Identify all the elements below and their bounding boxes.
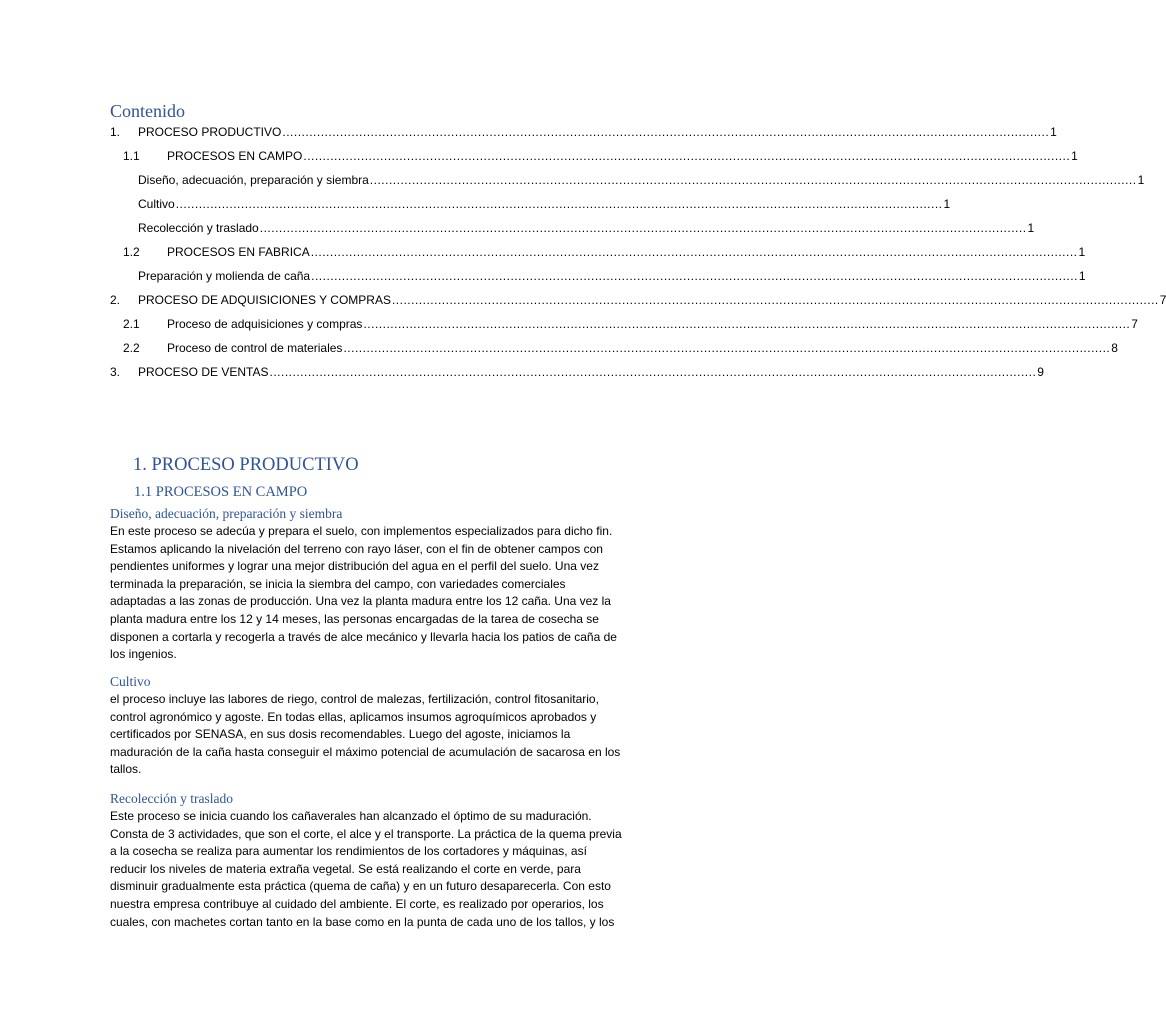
text-line: nuestra empresa contribuye al cuidado del ambiente. El corte, es realizado por operarios, los (110, 896, 604, 911)
toc-entry-label: Cultivo (138, 197, 175, 211)
toc-entry[interactable] (110, 171, 1145, 195)
toc-entry-number: 2.1 (123, 317, 140, 331)
toc-page-number: 1 (1071, 149, 1078, 163)
text-line: disponen a cortarla y recogerla a través de alce mecánico y llevarla hacia los patios de caña de (110, 629, 617, 644)
toc-entry[interactable] (110, 339, 1118, 363)
text-line: tallos. (110, 762, 142, 777)
toc-dot-leader: ........................................................................................................................................................................................................ (310, 245, 1078, 259)
toc-page-number: 8 (1111, 341, 1118, 355)
text-line: a la cosecha se realiza para aumentar los rendimientos de los cortadores y máquinas, así (110, 844, 587, 859)
toc-entry-label: Diseño, adecuación, preparación y siembra (138, 173, 369, 187)
toc-entry[interactable] (110, 291, 1166, 315)
toc-entry-label: Preparación y molienda de caña (138, 269, 311, 283)
toc-page-number: 7 (1159, 293, 1166, 307)
heading-procesos-en-campo: 1.1 PROCESOS EN CAMPO (134, 484, 308, 500)
toc-page-number: 1 (1050, 125, 1057, 139)
toc-dot-leader: ........................................................................................................................................................................................................ (311, 269, 1078, 283)
section-diseno (110, 505, 658, 664)
text-line: certificados por SENASA, en sus dosis recomendables. Luego del agoste, iniciamos la (110, 727, 571, 742)
text-line: el proceso incluye las labores de riego, control de malezas, fertilización, control fitosanitario, (110, 692, 599, 706)
toc-entry-label: Proceso de adquisiciones y compras (167, 317, 363, 331)
text-line: maduración de la caña hasta conseguir el máximo potencial de acumulación de sacarosa en los (110, 744, 621, 759)
toc-dot-leader: ........................................................................................................................................................................................................ (303, 149, 1071, 163)
toc-dot-leader: ........................................................................................................................................................................................................ (282, 125, 1050, 139)
toc-entry[interactable] (110, 315, 1138, 339)
text-line: pendientes uniformes y lograr una mejor distribución del agua en el perfil del suelo. Una vez (110, 559, 599, 574)
toc-page-number: 1 (943, 197, 951, 211)
toc-dot-leader: ........................................................................................................................................................................................................ (369, 173, 1137, 187)
toc-entry-label: Proceso de control de materiales (167, 341, 343, 355)
text-line: control agronómico y agoste. En todas ellas, aplicamos insumos agroquímicos aprobados y (110, 709, 597, 724)
toc-entry-number: 1.2 (123, 245, 140, 259)
toc-entry-label: PROCESO DE VENTAS (138, 365, 269, 379)
toc-page-number: 1 (1027, 221, 1035, 235)
text-line: Estamos aplicando la nivelación del terreno con rayo láser, con el fin de obtener campos con (110, 541, 603, 556)
section-paragraph (110, 523, 658, 664)
table-of-contents (110, 123, 1166, 387)
section-heading: Cultivo (110, 674, 151, 689)
toc-page-number: 1 (1137, 173, 1145, 187)
toc-page-number: 7 (1131, 317, 1138, 331)
toc-entry-number: 3. (110, 365, 121, 379)
toc-entry[interactable] (110, 363, 1044, 387)
toc-page-number: 1 (1078, 245, 1086, 259)
toc-entry-label: PROCESO DE ADQUISICIONES Y COMPRAS (138, 293, 391, 307)
section-heading: Recolección y traslado (110, 791, 233, 806)
text-line: disminuir gradualmente esta práctica (quema de caña) y en un futuro desaparecerla. Con esto (110, 879, 611, 894)
toc-page-number: 1 (1078, 269, 1086, 283)
text-line: terminada la preparación, se inicia la siembra del campo, con variedades comerciales (110, 576, 566, 591)
heading-proceso-productivo: 1. PROCESO PRODUCTIVO (133, 455, 359, 475)
toc-entry-label: PROCESOS EN CAMPO (167, 149, 303, 163)
toc-page-number: 9 (1037, 365, 1044, 379)
text-line: planta madura entre los 12 y 14 meses, las personas encargadas de la tarea de cosecha se (110, 611, 599, 626)
toc-entry-label: PROCESO PRODUCTIVO (138, 125, 282, 139)
toc-entry-number: 2.2 (123, 341, 140, 355)
toc-dot-leader: ........................................................................................................................................................................................................ (175, 197, 943, 211)
section-heading: Diseño, adecuación, preparación y siembra (110, 506, 343, 521)
section-recoleccion (110, 790, 658, 931)
toc-dot-leader: ........................................................................................................................................................................................................ (391, 293, 1159, 307)
text-line: Este proceso se inicia cuando los cañaverales han alcanzado el óptimo de su maduración. (110, 809, 592, 823)
toc-entry[interactable] (110, 195, 951, 219)
toc-entry-number: 1. (110, 125, 121, 139)
toc-dot-leader: ........................................................................................................................................................................................................ (363, 317, 1131, 331)
text-line: cuales, con machetes cortan tanto en la base como en la punta de cada uno de los tallos, y los (110, 914, 615, 929)
text-line: los ingenios. (110, 647, 177, 662)
toc-entry[interactable] (110, 147, 1078, 171)
toc-entry-label: PROCESOS EN FABRICA (167, 245, 310, 259)
toc-dot-leader: ........................................................................................................................................................................................................ (259, 221, 1027, 235)
toc-entry-number: 1.1 (123, 149, 140, 163)
toc-entry-number: 2. (110, 293, 121, 307)
text-line: Consta de 3 actividades, que son el corte, el alce y el transporte. La práctica de la quema previa (110, 826, 622, 841)
section-cultivo (110, 673, 658, 779)
section-paragraph (110, 808, 658, 931)
toc-title: Contenido (110, 101, 185, 121)
toc-entry[interactable] (110, 267, 1086, 291)
toc-entry[interactable] (110, 123, 1057, 147)
text-line: reducir los niveles de materia extraña vegetal. Se está realizando el corte en verde, para (110, 861, 581, 876)
text-line: adaptadas a las zonas de producción. Una vez la planta madura entre los 12 caña. Una vez la (110, 594, 611, 609)
toc-dot-leader: ........................................................................................................................................................................................................ (343, 341, 1111, 355)
toc-dot-leader: ........................................................................................................................................................................................................ (269, 365, 1037, 379)
toc-entry-label: Recolección y traslado (138, 221, 259, 235)
section-paragraph (110, 691, 658, 779)
toc-entry[interactable] (110, 243, 1086, 267)
toc-entry[interactable] (110, 219, 1035, 243)
text-line: En este proceso se adecúa y prepara el suelo, con implementos especializados para dicho fin. (110, 524, 613, 538)
